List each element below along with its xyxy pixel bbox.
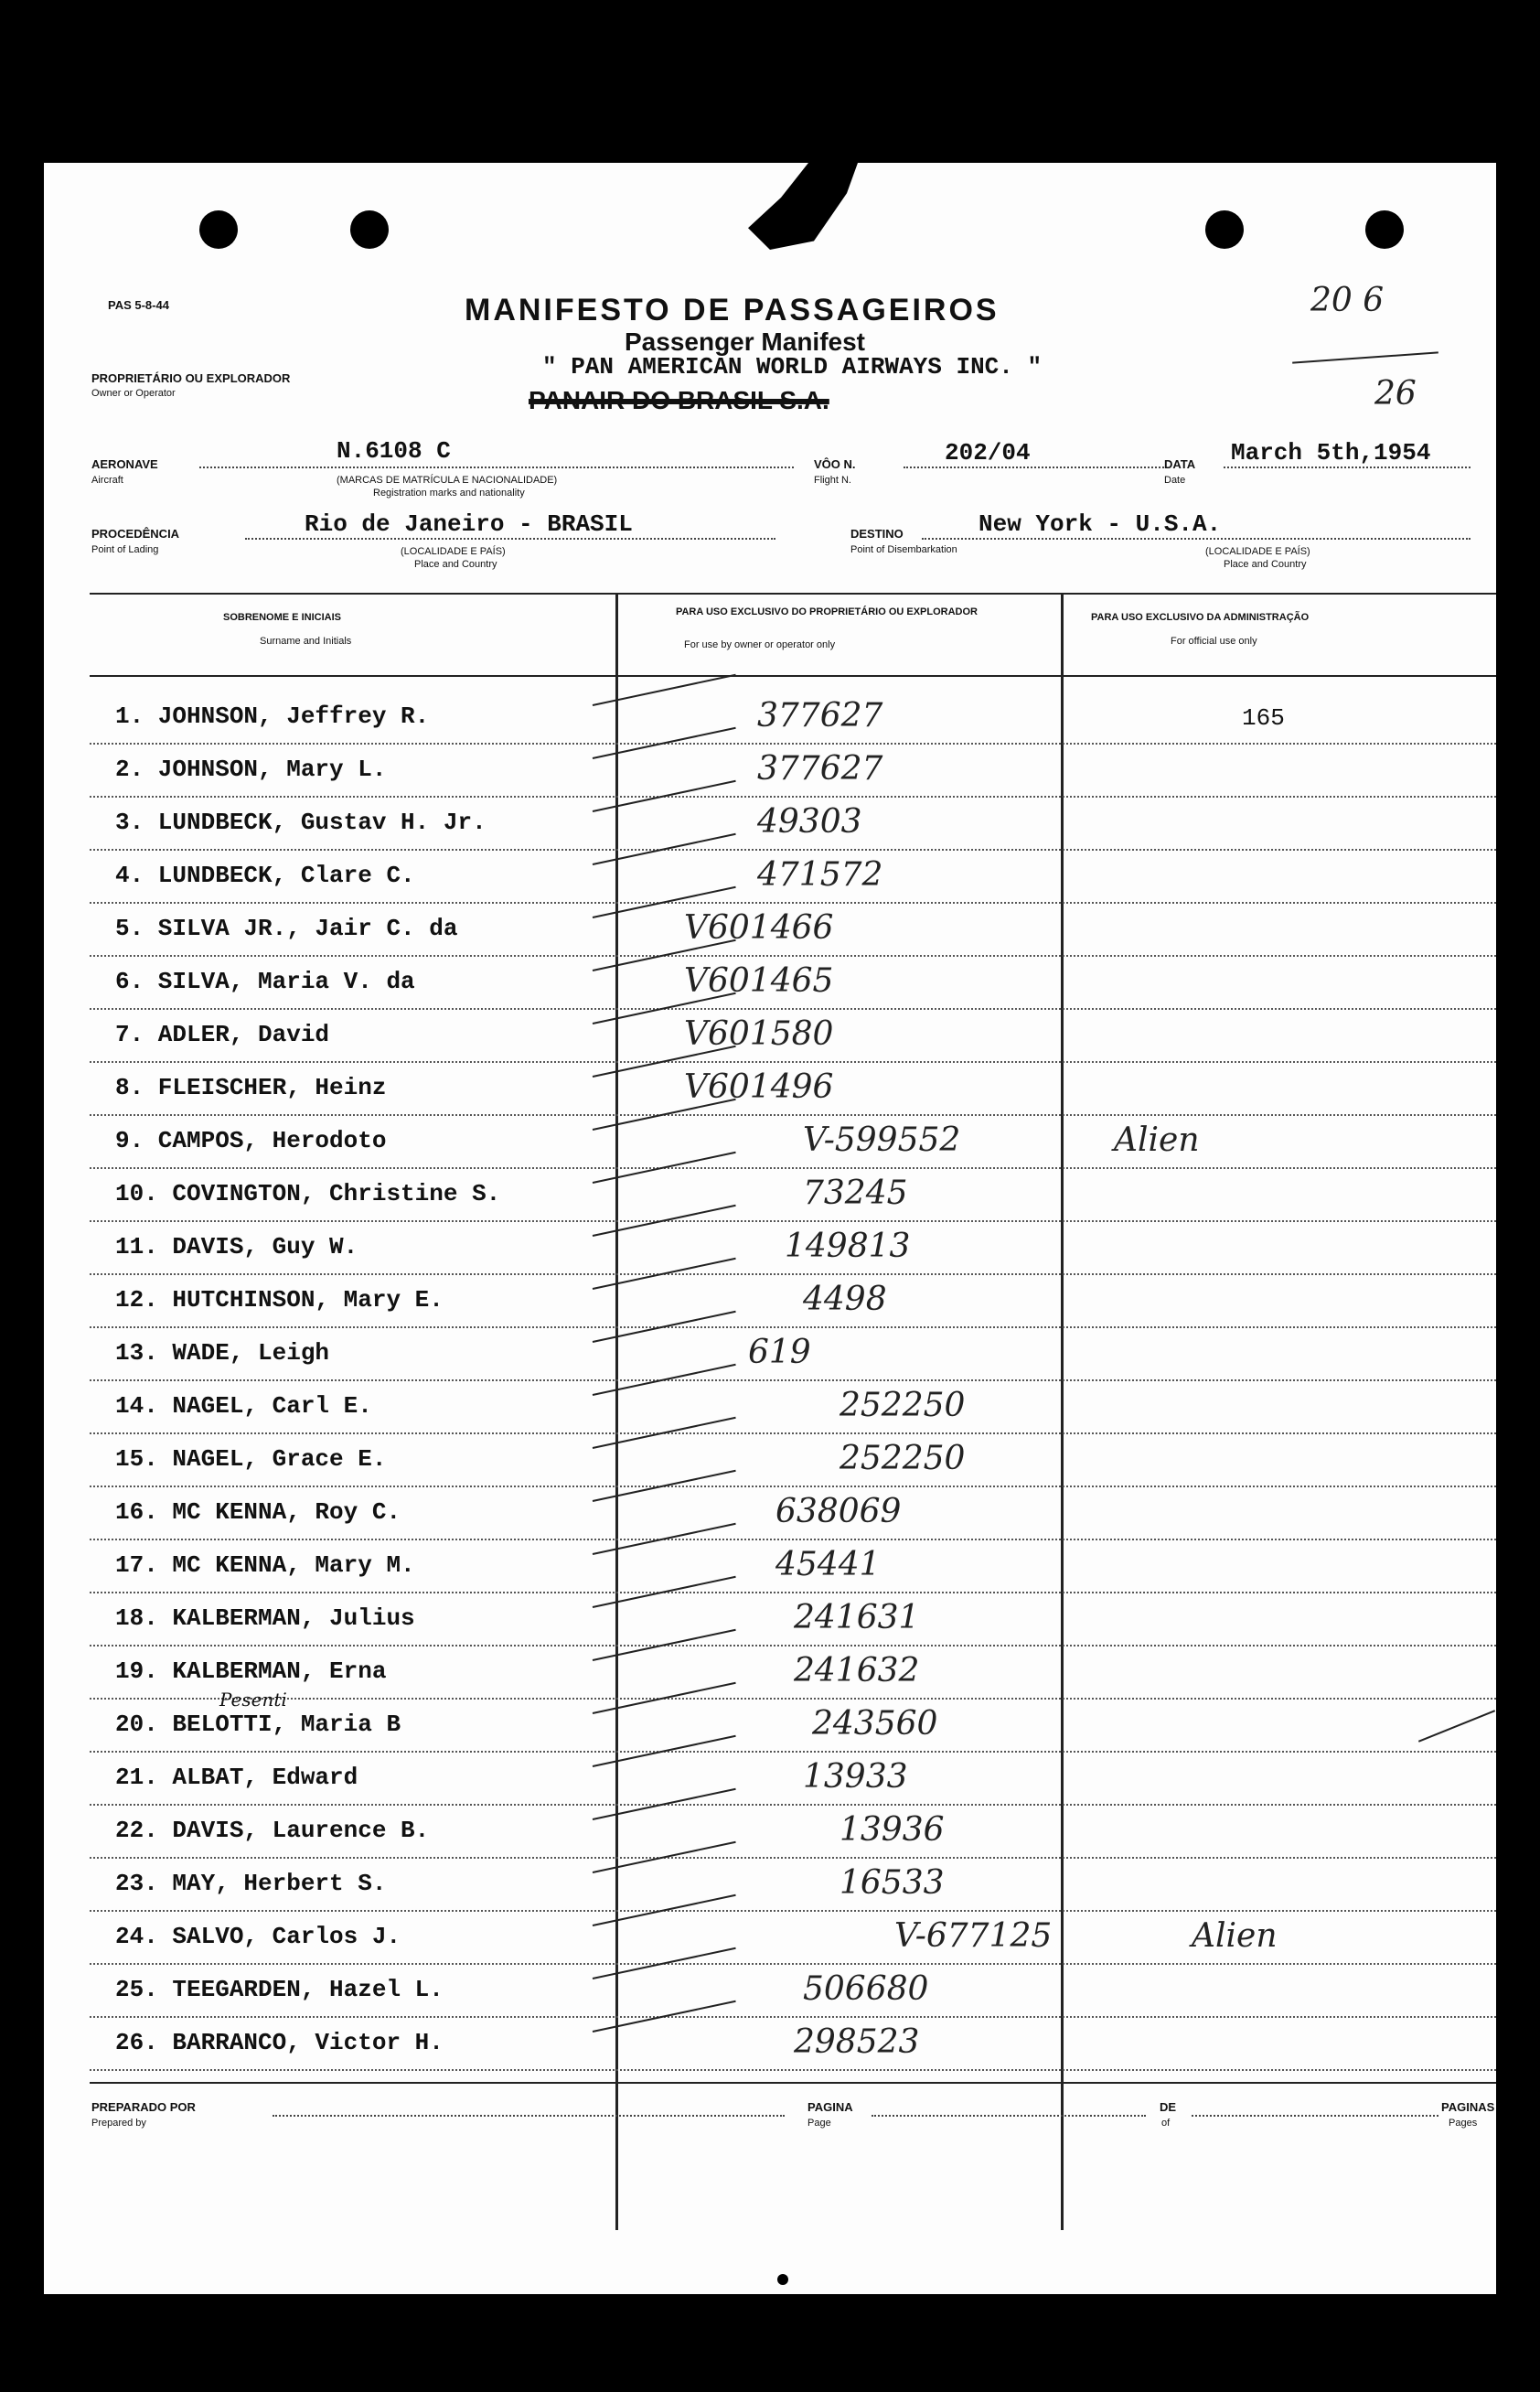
- passenger-name: 24. SALVO, Carlos J.: [115, 1923, 401, 1950]
- passenger-number: 377627: [757, 750, 883, 788]
- passenger-row: [44, 1597, 1496, 1650]
- row-rule: [90, 1432, 1496, 1434]
- passenger-row: [44, 1689, 1496, 1756]
- passenger-row: [44, 2022, 1496, 2075]
- col-owner-header: PARA USO EXCLUSIVO DO PROPRIETÁRIO OU EXPLORADOR: [675, 606, 979, 617]
- flight-label-en: Flight N.: [814, 475, 851, 486]
- row-rule: [90, 1751, 1496, 1753]
- date-label-en: Date: [1164, 475, 1186, 486]
- passenger-number: V601580: [684, 1015, 834, 1053]
- page-label-en: Page: [807, 2118, 831, 2129]
- destination-hint-en: Place and Country: [1224, 559, 1307, 570]
- passenger-number: 298523: [794, 2023, 920, 2061]
- destination-value: New York - U.S.A.: [979, 510, 1222, 538]
- page-mark-divider: [1292, 351, 1438, 363]
- passenger-row: [44, 695, 1496, 748]
- passenger-row: [44, 1014, 1496, 1067]
- passenger-name: 6. SILVA, Maria V. da: [115, 968, 415, 995]
- row-rule: [90, 1645, 1496, 1647]
- row-rule: [90, 1326, 1496, 1328]
- col-surname-header: SOBRENOME E INICIAIS: [223, 612, 341, 623]
- passenger-number: 252250: [840, 1387, 966, 1424]
- row-rule: [90, 743, 1496, 745]
- prepared-label: PREPARADO POR: [91, 2100, 196, 2114]
- row-rule: [90, 1857, 1496, 1859]
- passenger-name: 7. ADLER, David: [115, 1021, 330, 1048]
- row-rule: [90, 1963, 1496, 1965]
- owner-label-en: Owner or Operator: [91, 388, 176, 399]
- row-rule: [90, 1379, 1496, 1381]
- passenger-row: [44, 1385, 1496, 1438]
- punch-hole-4: [1365, 210, 1404, 249]
- destination-label: DESTINO: [850, 527, 904, 541]
- passenger-name: 17. MC KENNA, Mary M.: [115, 1551, 415, 1579]
- passenger-number: V-599552: [803, 1121, 961, 1159]
- date-value: March 5th,1954: [1231, 439, 1431, 467]
- passenger-name: 22. DAVIS, Laurence B.: [115, 1817, 430, 1844]
- passenger-name: 13. WADE, Leigh: [115, 1339, 330, 1367]
- destination-label-en: Point of Disembarkation: [850, 544, 957, 555]
- row-rule: [90, 1486, 1496, 1487]
- page-mark-top: 20 6: [1310, 282, 1385, 319]
- passenger-number: 377627: [757, 697, 883, 735]
- origin-line: [245, 538, 775, 540]
- passenger-name: 23. MAY, Herbert S.: [115, 1870, 387, 1897]
- passenger-row: [44, 1067, 1496, 1120]
- tear-mark: [748, 163, 858, 250]
- page-mark-bottom: 26: [1374, 375, 1417, 413]
- passenger-name: 20. BELOTTI, Maria B: [115, 1711, 401, 1738]
- passenger-row: [44, 1332, 1496, 1385]
- passenger-number: 73245: [803, 1175, 908, 1212]
- passenger-name: 19. KALBERMAN, Erna: [115, 1657, 387, 1685]
- passenger-number: 45441: [775, 1546, 881, 1583]
- passenger-name: 11. DAVIS, Guy W.: [115, 1233, 358, 1260]
- passenger-name: 18. KALBERMAN, Julius: [115, 1604, 415, 1632]
- pages-label-en: Pages: [1449, 2118, 1478, 2129]
- origin-value: Rio de Janeiro - BRASIL: [305, 510, 633, 538]
- passenger-number: 13936: [840, 1811, 945, 1849]
- passenger-row: [44, 1173, 1496, 1226]
- aircraft-line: [199, 467, 794, 468]
- of-label-en: of: [1161, 2118, 1171, 2129]
- row-rule: [90, 1539, 1496, 1540]
- page-label: PAGINA: [807, 2100, 853, 2114]
- col-owner-header-en: For use by owner or operator only: [684, 639, 836, 650]
- aircraft-label-en: Aircraft: [91, 475, 123, 486]
- aircraft-value: N.6108 C: [337, 437, 451, 465]
- passenger-number: 49303: [757, 803, 862, 841]
- destination-hint: (LOCALIDADE E PAÍS): [1205, 546, 1310, 557]
- passenger-row: [44, 1120, 1496, 1173]
- prepared-line: [273, 2115, 785, 2117]
- row-rule: [90, 1008, 1496, 1010]
- pages-label: PAGINAS: [1441, 2100, 1495, 2114]
- col-admin-header: PARA USO EXCLUSIVO DA ADMINISTRAÇÃO: [1091, 612, 1310, 623]
- passenger-number: 16533: [840, 1864, 945, 1902]
- punch-hole-1: [199, 210, 238, 249]
- flight-line: [904, 467, 1164, 468]
- passenger-number: 149813: [785, 1228, 911, 1265]
- destination-line: [922, 538, 1470, 540]
- passenger-number: 241632: [794, 1652, 920, 1689]
- passenger-row: [44, 1862, 1496, 1915]
- flight-label: VÔO N.: [814, 457, 856, 471]
- passenger-number: 241631: [794, 1599, 920, 1636]
- name-correction: Pesenti: [219, 1689, 287, 1711]
- passenger-name: 21. ALBAT, Edward: [115, 1764, 358, 1791]
- passenger-name: 16. MC KENNA, Roy C.: [115, 1498, 401, 1526]
- passenger-name: 14. NAGEL, Carl E.: [115, 1392, 372, 1420]
- row-rule: [90, 1698, 1496, 1700]
- passenger-name: 9. CAMPOS, Herodoto: [115, 1127, 387, 1154]
- passenger-number: 252250: [840, 1440, 966, 1477]
- passenger-row: [44, 960, 1496, 1014]
- passenger-row: [44, 1968, 1496, 2022]
- passenger-row: [44, 1279, 1496, 1332]
- passenger-name: 2. JOHNSON, Mary L.: [115, 756, 387, 783]
- aircraft-label: AERONAVE: [91, 457, 158, 471]
- aircraft-hint-en: Registration marks and nationality: [373, 488, 525, 499]
- origin-label-en: Point of Lading: [91, 544, 159, 555]
- stray-dot: [777, 2274, 788, 2285]
- page-line: [872, 2115, 1146, 2117]
- passenger-number: V601496: [684, 1068, 834, 1106]
- origin-label: PROCEDÊNCIA: [91, 527, 180, 541]
- row-rule: [90, 1592, 1496, 1593]
- row-rule: [90, 1804, 1496, 1806]
- page-title: MANIFESTO DE PASSAGEIROS: [465, 293, 1000, 327]
- passenger-name: 1. JOHNSON, Jeffrey R.: [115, 703, 430, 730]
- row-rule: [90, 796, 1496, 798]
- table-bottom-rule: [90, 2082, 1496, 2084]
- passenger-number: 638069: [775, 1493, 902, 1530]
- date-label: DATA: [1164, 457, 1196, 471]
- passenger-name: 4. LUNDBECK, Clare C.: [115, 862, 415, 889]
- passenger-row: [44, 1756, 1496, 1809]
- admin-note: 165: [1242, 704, 1285, 732]
- airline-name: " PAN AMERICAN WORLD AIRWAYS INC. ": [542, 353, 1043, 381]
- punch-hole-3: [1205, 210, 1244, 249]
- of-label: DE: [1160, 2100, 1177, 2114]
- passenger-name: 10. COVINGTON, Christine S.: [115, 1180, 501, 1207]
- passenger-row: [44, 801, 1496, 854]
- passenger-row: [44, 1915, 1496, 1968]
- passenger-row: [44, 1491, 1496, 1544]
- admin-note: Alien: [1192, 1917, 1278, 1955]
- table-header-rule: [90, 675, 1496, 677]
- tick-mark: [593, 674, 736, 706]
- col-admin-header-en: For official use only: [1171, 636, 1257, 647]
- admin-note: Alien: [1114, 1121, 1200, 1159]
- form-code: PAS 5-8-44: [108, 298, 169, 312]
- date-line: [1224, 467, 1470, 468]
- passenger-number: 243560: [812, 1705, 938, 1743]
- passenger-name: 26. BARRANCO, Victor H.: [115, 2029, 444, 2056]
- row-rule: [90, 902, 1496, 904]
- row-rule: [90, 2069, 1496, 2071]
- passenger-number: 506680: [803, 1970, 929, 2008]
- origin-hint-en: Place and Country: [414, 559, 497, 570]
- row-rule: [90, 2016, 1496, 2018]
- passenger-name: 25. TEEGARDEN, Hazel L.: [115, 1976, 444, 2003]
- passenger-name: 3. LUNDBECK, Gustav H. Jr.: [115, 809, 487, 836]
- page-subtitle: Passenger Manifest: [625, 327, 865, 356]
- passenger-number: V601465: [684, 962, 834, 1000]
- table-top-rule: [90, 593, 1496, 595]
- of-line: [1192, 2115, 1438, 2117]
- aircraft-hint: (MARCAS DE MATRÍCULA E NACIONALIDADE): [337, 475, 558, 486]
- passenger-row: [44, 1438, 1496, 1491]
- airline-crossed: PANAIR DO BRASIL S.A.: [529, 386, 829, 414]
- passenger-row: [44, 748, 1496, 801]
- row-rule: [90, 1167, 1496, 1169]
- passenger-name: 5. SILVA JR., Jair C. da: [115, 915, 458, 942]
- flight-value: 202/04: [945, 439, 1031, 467]
- passenger-row: [44, 854, 1496, 907]
- passenger-row: [44, 907, 1496, 960]
- row-rule: [90, 1910, 1496, 1912]
- passenger-name: 8. FLEISCHER, Heinz: [115, 1074, 387, 1101]
- passenger-number: 13933: [803, 1758, 908, 1796]
- manifest-sheet: [44, 163, 1496, 2294]
- passenger-row: [44, 1809, 1496, 1862]
- row-rule: [90, 849, 1496, 851]
- passenger-row: [44, 1226, 1496, 1279]
- row-rule: [90, 1114, 1496, 1116]
- row-rule: [90, 1061, 1496, 1063]
- passenger-row: [44, 1544, 1496, 1597]
- origin-hint: (LOCALIDADE E PAÍS): [401, 546, 506, 557]
- passenger-number: 4498: [803, 1281, 887, 1318]
- passenger-number: 471572: [757, 856, 883, 894]
- punch-hole-2: [350, 210, 389, 249]
- row-rule: [90, 955, 1496, 957]
- passenger-number: 619: [748, 1334, 811, 1371]
- row-rule: [90, 1273, 1496, 1275]
- col-surname-header-en: Surname and Initials: [260, 636, 352, 647]
- passenger-number: V-677125: [894, 1917, 1053, 1955]
- passenger-name: 15. NAGEL, Grace E.: [115, 1445, 387, 1473]
- owner-label: PROPRIETÁRIO OU EXPLORADOR: [91, 371, 291, 385]
- passenger-number: V601466: [684, 909, 834, 947]
- passenger-name: 12. HUTCHINSON, Mary E.: [115, 1286, 444, 1314]
- prepared-label-en: Prepared by: [91, 2118, 146, 2129]
- row-rule: [90, 1220, 1496, 1222]
